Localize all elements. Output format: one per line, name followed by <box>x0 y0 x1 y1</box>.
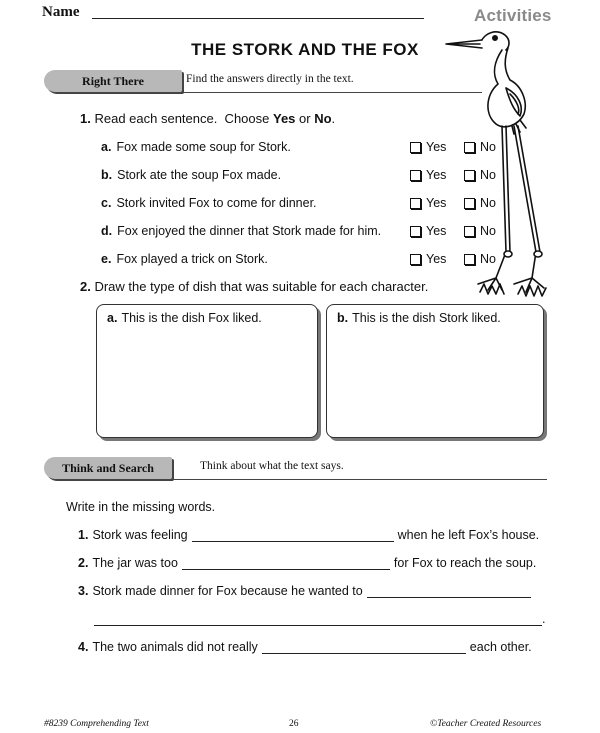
fox-dish-drawing-box[interactable] <box>96 304 318 438</box>
item-after: . <box>542 612 546 626</box>
checkbox-square[interactable] <box>410 226 421 237</box>
answer-blank[interactable] <box>182 558 390 570</box>
no-checkbox[interactable] <box>464 140 496 154</box>
no-checkbox[interactable] <box>464 168 496 182</box>
yes-checkbox[interactable] <box>410 196 446 210</box>
box-caption: This is the dish Stork liked. <box>352 311 501 325</box>
checkbox-square[interactable] <box>410 254 421 265</box>
footer-right: ©Teacher Created Resources <box>430 719 542 729</box>
no-word: No <box>314 111 332 126</box>
no-checkbox[interactable] <box>464 224 496 238</box>
or-word: or <box>295 111 315 126</box>
item-number: 2. <box>78 556 89 570</box>
item-before: The jar was too <box>92 556 178 570</box>
answer-blank[interactable] <box>94 614 542 626</box>
list-item <box>101 168 281 182</box>
yes-checkbox[interactable] <box>410 140 446 154</box>
box-letter: a. <box>107 311 118 325</box>
item-letter: c. <box>101 196 112 210</box>
section2-intro: Write in the missing words. <box>66 500 216 514</box>
item-letter: e. <box>101 252 112 266</box>
name-input-line[interactable] <box>92 18 424 19</box>
no-label: No <box>480 224 496 238</box>
question-2 <box>80 279 428 294</box>
checkbox-square[interactable] <box>410 198 421 209</box>
item-number: 4. <box>78 640 89 654</box>
item-after: each other. <box>469 640 532 654</box>
item-text: Fox enjoyed the dinner that Stork made for him. <box>117 224 382 238</box>
section1-instruction: Find the answers directly in the text. <box>186 73 354 85</box>
yes-label: Yes <box>426 168 447 182</box>
no-label: No <box>480 252 496 266</box>
page-title: THE STORK AND THE FOX <box>191 40 419 59</box>
question-number: 1. <box>80 111 91 126</box>
item-after: for Fox to reach the soup. <box>393 556 537 570</box>
question-2-prompt: Draw the type of dish that was suitable for each character. <box>94 279 429 294</box>
box-letter: b. <box>337 311 349 325</box>
yes-label: Yes <box>426 252 447 266</box>
fill-in-item <box>78 556 536 570</box>
no-checkbox[interactable] <box>464 252 496 266</box>
yes-label: Yes <box>426 196 447 210</box>
fill-in-item <box>78 528 539 542</box>
checkbox-square[interactable] <box>464 254 475 265</box>
checkbox-square[interactable] <box>464 226 475 237</box>
checkbox-square[interactable] <box>410 142 421 153</box>
footer-left: #8239 Comprehending Text <box>44 719 149 729</box>
fill-in-item <box>78 640 532 654</box>
answer-blank[interactable] <box>192 530 394 542</box>
stork-dish-drawing-box[interactable] <box>326 304 544 438</box>
question-1 <box>80 111 335 126</box>
list-item <box>101 196 317 210</box>
no-label: No <box>480 168 496 182</box>
yes-label: Yes <box>426 224 447 238</box>
checkbox-square[interactable] <box>464 170 475 181</box>
no-checkbox[interactable] <box>464 196 496 210</box>
checkbox-square[interactable] <box>464 142 475 153</box>
item-before: Stork made dinner for Fox because he wanted to <box>92 584 363 598</box>
think-and-search-tab: Think and Search <box>44 457 172 479</box>
period: . <box>331 111 336 126</box>
question-number: 2. <box>80 279 91 294</box>
item-letter: a. <box>101 140 112 154</box>
item-before: Stork was feeling <box>92 528 188 542</box>
item-number: 1. <box>78 528 89 542</box>
item-text: Fox made some soup for Stork. <box>116 140 291 154</box>
right-there-tab: Right There <box>44 70 182 92</box>
answer-blank[interactable] <box>262 642 466 654</box>
name-label: Name <box>42 4 80 20</box>
item-after: when he left Fox’s house. <box>397 528 540 542</box>
answer-blank[interactable] <box>367 586 531 598</box>
no-label: No <box>480 196 496 210</box>
fill-in-item <box>78 584 535 598</box>
section-label: Activities <box>474 6 552 25</box>
checkbox-square[interactable] <box>464 198 475 209</box>
item-letter: d. <box>101 224 113 238</box>
list-item <box>101 224 381 238</box>
yes-checkbox[interactable] <box>410 224 446 238</box>
yes-word: Yes <box>272 111 296 126</box>
box-caption: This is the dish Fox liked. <box>121 311 262 325</box>
question-1-prompt: Read each sentence. Choose <box>94 111 273 126</box>
stork-illustration <box>440 22 575 300</box>
item-text: Stork invited Fox to come for dinner. <box>116 196 317 210</box>
section2-instruction: Think about what the text says. <box>200 460 344 472</box>
yes-label: Yes <box>426 140 447 154</box>
item-text: Fox played a trick on Stork. <box>116 252 268 266</box>
yes-checkbox[interactable] <box>410 168 446 182</box>
list-item <box>101 252 268 266</box>
page-number: 26 <box>289 719 299 729</box>
tab-divider <box>172 479 547 480</box>
item-number: 3. <box>78 584 89 598</box>
fill-in-continuation <box>94 612 545 626</box>
tab-divider <box>182 92 482 93</box>
item-before: The two animals did not really <box>92 640 258 654</box>
item-letter: b. <box>101 168 113 182</box>
item-text: Stork ate the soup Fox made. <box>117 168 282 182</box>
checkbox-square[interactable] <box>410 170 421 181</box>
list-item <box>101 140 291 154</box>
no-label: No <box>480 140 496 154</box>
yes-checkbox[interactable] <box>410 252 446 266</box>
